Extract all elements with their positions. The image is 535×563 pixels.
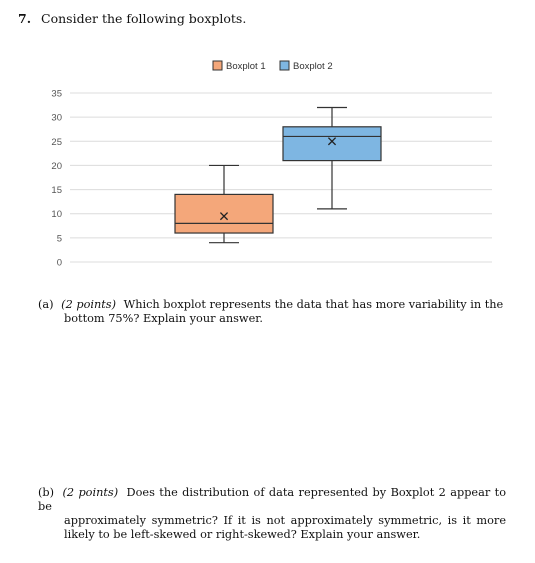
y-tick-label-5: 5	[56, 233, 62, 245]
part-a	[38, 298, 506, 326]
part-b-label: (b)	[38, 486, 55, 499]
question-text: Consider the following boxplots.	[41, 11, 247, 26]
y-tick-label-0: 0	[56, 257, 62, 269]
y-tick-label-20: 20	[51, 160, 62, 172]
legend-swatch-2	[280, 61, 289, 70]
boxplot-1-box	[175, 194, 273, 233]
part-b	[38, 486, 506, 542]
part-a-text-first: Which boxplot represents the data that has more variability in the	[123, 298, 504, 311]
y-tick-label-10: 10	[51, 209, 62, 221]
y-tick-label-15: 15	[51, 185, 62, 197]
question-number: 7.	[18, 11, 32, 26]
y-tick-label-30: 30	[51, 112, 62, 124]
part-b-text-first: Does the distribution of data represented by Boxplot 2 appear to be	[38, 486, 506, 513]
part-a-text-rest: bottom 75%? Explain your answer.	[64, 312, 264, 325]
legend-swatch-1	[213, 61, 222, 70]
boxplot-2-box	[283, 127, 381, 161]
y-tick-label-35: 35	[51, 88, 62, 100]
part-a-label: (a)	[38, 298, 54, 311]
part-b-points: (2 points)	[62, 486, 119, 499]
y-tick-label-25: 25	[51, 136, 62, 148]
part-b-text-rest: approximately symmetric? If it is not approximately symmetric, is it more likely to be left-skewed or right-skewed? Explain your answer.	[64, 514, 506, 541]
part-a-points: (2 points)	[61, 298, 117, 311]
legend-label-2: Boxplot 2	[293, 61, 333, 72]
legend-label-1: Boxplot 1	[226, 61, 266, 72]
